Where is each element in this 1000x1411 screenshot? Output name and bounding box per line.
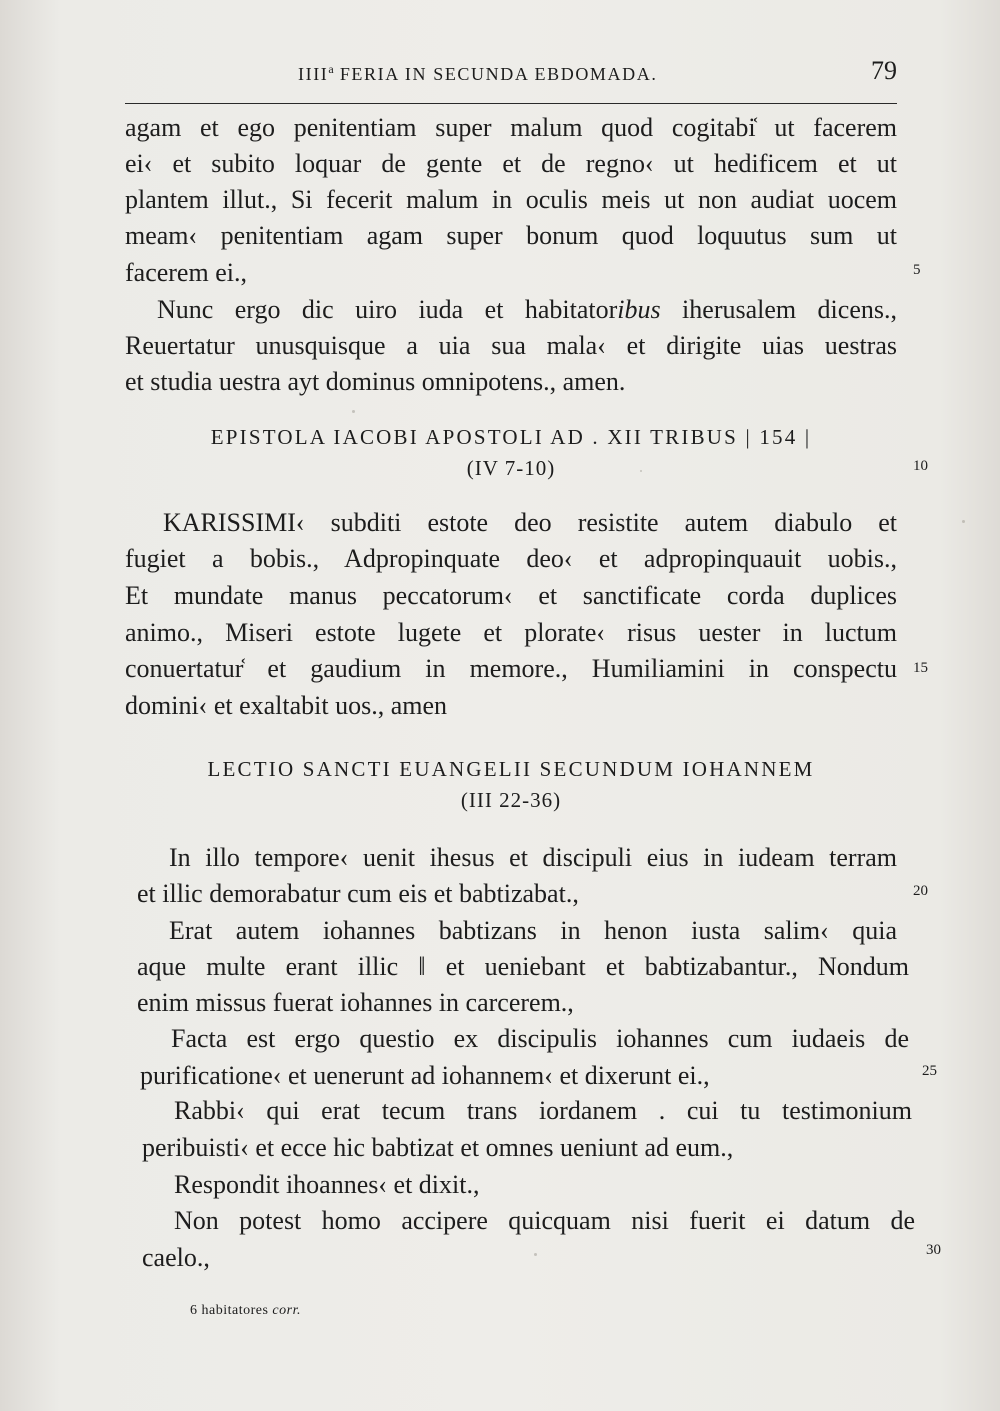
footnote: 6 habitatores corr. — [190, 1303, 301, 1318]
text-line: et illic demorabatur cum eis et babtizabat., — [137, 879, 579, 908]
line-number: 20 — [913, 883, 928, 899]
paper-speck — [534, 1253, 537, 1256]
text-line: Facta est ergo questio ex discipulis iohannes cum iudaeis de — [171, 1024, 909, 1053]
text-line: KARISSIMI‹ subditi estote deo resistite autem diabulo et — [163, 508, 897, 537]
line-number: 15 — [913, 660, 928, 676]
text-line: Non potest homo accipere quicquam nisi fuerit ei datum de — [174, 1206, 915, 1235]
text-line: plantem illut., Si fecerit malum in oculis meis ut non audiat uocem — [125, 185, 897, 214]
text-line: peribuisti‹ et ecce hic babtizat et omnes ueniunt ad eum., — [142, 1133, 734, 1162]
text-line: enim missus fuerat iohannes in carcerem., — [137, 988, 574, 1017]
text-line: aque multe erant illic ‖ et ueniebant et babtizabantur., Nondum — [137, 952, 909, 981]
text-line: agam et ego penitentiam super malum quod cogitabi᷾ ut facerem — [125, 113, 897, 142]
text-line: animo., Miseri estote lugete et plorate‹ risus uester in luctum — [125, 618, 897, 647]
text-line: domini‹ et exaltabit uos., amen — [125, 691, 448, 720]
text-line: et studia uestra ayt dominus omnipotens., amen. — [125, 367, 626, 396]
line-number: 25 — [922, 1063, 937, 1079]
text-line: Respondit ihoannes‹ et dixit., — [174, 1170, 480, 1199]
text-line: purificatione‹ et uenerunt ad iohannem‹ et dixerunt ei., — [140, 1061, 710, 1090]
line-number: 10 — [913, 458, 928, 474]
text-line: conuertatur᷾ et gaudium in memore., Humiliamini in conspectu — [125, 654, 897, 683]
section-reference: (IV 7-10) — [466, 456, 556, 480]
section-heading-lectio: LECTIO SANCTI EUANGELII SECUNDUM IOHANNEM — [207, 757, 815, 781]
text-line: Reuertatur unusquisque a uia sua mala‹ et dirigite uias uestras — [125, 331, 897, 360]
running-title: IIII$^a$ FERIA IN SECUNDA EBDOMADA. — [298, 62, 658, 84]
header-rule — [125, 103, 897, 104]
text-line: facerem ei., — [125, 258, 247, 287]
text-line: In illo tempore‹ uenit ihesus et discipuli eius in iudeam terram — [169, 843, 897, 872]
paper-speck — [640, 470, 642, 472]
section-heading-epistola: EPISTOLA IACOBI APOSTOLI AD . XII TRIBUS | 154 | — [210, 425, 812, 449]
paper-speck — [962, 520, 965, 523]
line-number: 30 — [926, 1242, 941, 1258]
text-line: fugiet a bobis., Adpropinquate deo‹ et adpropinquauit uobis., — [125, 544, 897, 573]
text-line: caelo., — [142, 1243, 210, 1272]
page-number: 79 — [871, 56, 897, 85]
paper-speck — [352, 410, 355, 413]
text-line: Erat autem iohannes babtizans in henon iusta salim‹ quia — [169, 916, 897, 945]
text-line: Rabbi‹ qui erat tecum trans iordanem . cui tu testimonium — [174, 1096, 912, 1125]
text-line: ei‹ et subito loquar de gente et de regno‹ ut hedificem et ut — [125, 149, 897, 178]
text-line: Nunc ergo dic uiro iuda et habitatoribus iherusalem dicens., — [157, 295, 897, 324]
line-number: 5 — [913, 262, 921, 278]
text-line: Et mundate manus peccatorum‹ et sanctificate corda duplices — [125, 581, 897, 610]
text-line: meam‹ penitentiam agam super bonum quod loquutus sum ut — [125, 221, 897, 250]
section-reference: (III 22-36) — [460, 788, 562, 812]
